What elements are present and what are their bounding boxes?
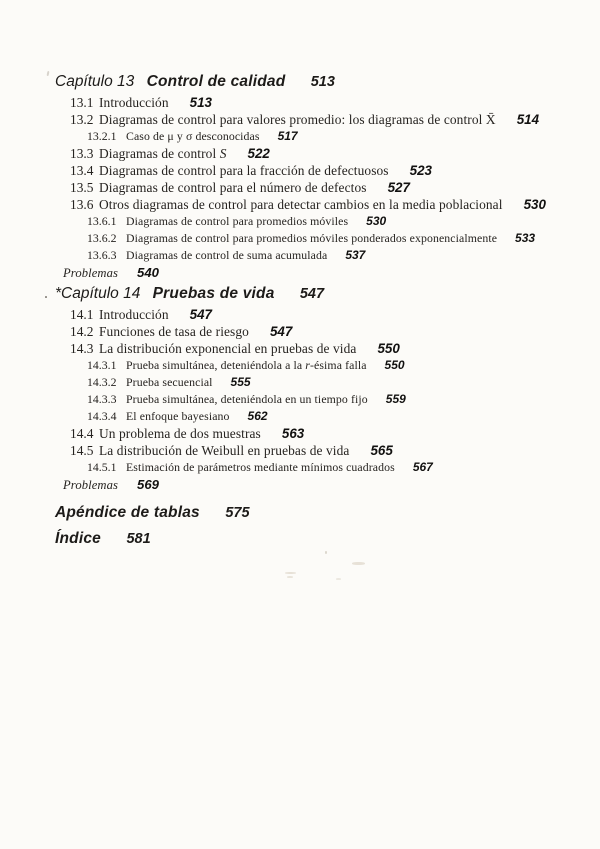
- entry-label: Problemas: [63, 478, 119, 492]
- entry-number: 14.3.4: [87, 409, 117, 423]
- backmatter: [55, 500, 582, 552]
- entry-label: Prueba simultánea, deteniéndola a la r-ésima falla: [126, 358, 367, 372]
- toc-entry-14.3.3: [87, 391, 582, 408]
- entry-page-number: 533: [515, 231, 536, 245]
- toc-entry-14.1: [70, 306, 582, 323]
- chapter-14-block: [55, 284, 582, 494]
- entry-label: Diagramas de control de suma acumulada: [126, 248, 328, 262]
- entry-label: Introducción: [99, 307, 169, 322]
- entry-page-number: 517: [277, 129, 298, 143]
- scan-smudge: [285, 572, 296, 574]
- scan-smudge: [352, 562, 365, 565]
- entry-label: Diagramas de control para promedios móviles: [126, 214, 349, 228]
- toc-entry-14.3: [70, 340, 582, 357]
- entry-number: 13.1: [70, 95, 94, 110]
- entry-label: Introducción: [99, 95, 169, 110]
- entry-label: Prueba simultánea, deteniéndola en un tiempo fijo: [126, 392, 368, 406]
- entry-page-number: 514: [516, 112, 540, 127]
- entry-number: 13.6.1: [87, 214, 117, 228]
- entry-page-number: 547: [189, 307, 212, 322]
- chapter-13-entries: [55, 94, 582, 282]
- entry-number: 13.2: [70, 112, 94, 127]
- entry-number: 14.1: [70, 307, 94, 322]
- problems-line: [63, 476, 582, 494]
- entry-page-number: 522: [247, 146, 270, 161]
- entry-label: Prueba secuencial: [126, 375, 213, 389]
- entry-label: Problemas: [63, 266, 119, 280]
- entry-number: 14.3.2: [87, 375, 117, 389]
- toc-entry-13.6: [70, 196, 582, 213]
- entry-page-number: 513: [189, 95, 212, 110]
- entry-page-number: 567: [412, 460, 433, 474]
- entry-page-number: 565: [370, 443, 393, 458]
- entry-page-number: 555: [230, 375, 251, 389]
- entry-page-number: 550: [377, 341, 400, 356]
- toc-entry-14.3.2: [87, 374, 582, 391]
- chapter-13-block: [55, 72, 582, 282]
- toc-entry-13.5: [70, 179, 582, 196]
- entry-number: 14.4: [70, 426, 94, 441]
- entry-page-number: 523: [409, 163, 432, 178]
- entry-page-number: 540: [137, 265, 160, 280]
- chapter-prefix: Capítulo 13: [55, 73, 135, 90]
- toc-entry-14.3.1: [87, 357, 582, 374]
- entry-page-number: 530: [523, 197, 546, 212]
- toc-entry-13.6.3: [87, 247, 582, 264]
- chapter-title: Pruebas de vida: [152, 285, 275, 302]
- backmatter-apendice: [55, 500, 582, 526]
- entry-number: 13.5: [70, 180, 94, 195]
- toc-entry-14.4: [70, 425, 582, 442]
- entry-number: 13.4: [70, 163, 94, 178]
- entry-page-number: 550: [384, 358, 405, 372]
- entry-label: Diagramas de control S: [99, 146, 227, 161]
- chapter-page-number: 547: [299, 286, 325, 302]
- entry-label: Diagramas de control para promedios móviles ponderados exponencialmente: [126, 231, 498, 245]
- entry-page-number: 569: [137, 477, 160, 492]
- scan-smudge: [287, 576, 293, 578]
- toc-entry-13.2.1: [87, 128, 582, 145]
- toc-entry-13.2: [70, 111, 582, 128]
- entry-page-number: 559: [385, 392, 406, 406]
- scan-smudge: [336, 578, 341, 580]
- entry-label: Estimación de parámetros mediante mínimos cuadrados: [126, 460, 395, 474]
- entry-number: 14.2: [70, 324, 94, 339]
- backmatter-title: Índice: [55, 530, 101, 547]
- entry-number: 13.6: [70, 197, 94, 212]
- toc-entry-13.4: [70, 162, 582, 179]
- entry-page-number: 562: [247, 409, 268, 423]
- entry-number: 14.3.1: [87, 358, 117, 372]
- toc-entry-13.3: [70, 145, 582, 162]
- problems-line: [63, 264, 582, 282]
- entry-number: 13.6.2: [87, 231, 117, 245]
- entry-number: 13.2.1: [87, 129, 117, 143]
- entry-page-number: 537: [345, 248, 366, 262]
- entry-number: 13.3: [70, 146, 94, 161]
- entry-label: Otros diagramas de control para detectar cambios en la media poblacional: [99, 197, 503, 212]
- entry-number: 14.5: [70, 443, 94, 458]
- entry-number: 13.6.3: [87, 248, 117, 262]
- chapter-14-entries: [55, 306, 582, 494]
- entry-page-number: 547: [269, 324, 293, 339]
- toc-entry-14.3.4: [87, 408, 582, 425]
- chapter-14-heading: [55, 284, 582, 304]
- chapter-prefix: *Capítulo 14: [55, 285, 141, 302]
- backmatter-page-number: 581: [126, 531, 151, 547]
- chapter-title: Control de calidad: [146, 73, 286, 90]
- scan-speck: [47, 71, 50, 76]
- entry-page-number: 527: [387, 180, 410, 195]
- toc-entry-14.5: [70, 442, 582, 459]
- toc-entry-14.2: [70, 323, 582, 340]
- entry-label: Diagramas de control para la fracción de defectuosos: [99, 163, 389, 178]
- entry-label: Un problema de dos muestras: [99, 426, 261, 441]
- entry-page-number: 530: [366, 214, 387, 228]
- entry-label: Diagramas de control para valores promedio: los diagramas de control X̄: [99, 112, 496, 127]
- entry-label: Caso de μ y σ desconocidas: [126, 129, 260, 143]
- toc-entry-14.5.1: [87, 459, 582, 476]
- backmatter-title: Apéndice de tablas: [55, 504, 200, 521]
- toc-entry-13.6.1: [87, 213, 582, 230]
- entry-number: 14.3: [70, 341, 94, 356]
- entry-number: 14.5.1: [87, 460, 117, 474]
- entry-label: La distribución de Weibull en pruebas de vida: [99, 443, 350, 458]
- entry-page-number: 563: [281, 426, 305, 441]
- chapter-13-heading: [55, 72, 582, 92]
- chapter-page-number: 513: [310, 74, 335, 90]
- entry-label: Diagramas de control para el número de defectos: [99, 180, 367, 195]
- entry-number: 14.3.3: [87, 392, 117, 406]
- toc-entry-13.6.2: [87, 230, 582, 247]
- entry-label: El enfoque bayesiano: [126, 409, 230, 423]
- toc-entry-13.1: [70, 94, 582, 111]
- entry-label: La distribución exponencial en pruebas de vida: [99, 341, 357, 356]
- scan-speck: [45, 296, 47, 298]
- backmatter-page-number: 575: [225, 505, 250, 521]
- entry-label: Funciones de tasa de riesgo: [99, 324, 249, 339]
- backmatter-indice: [55, 526, 582, 552]
